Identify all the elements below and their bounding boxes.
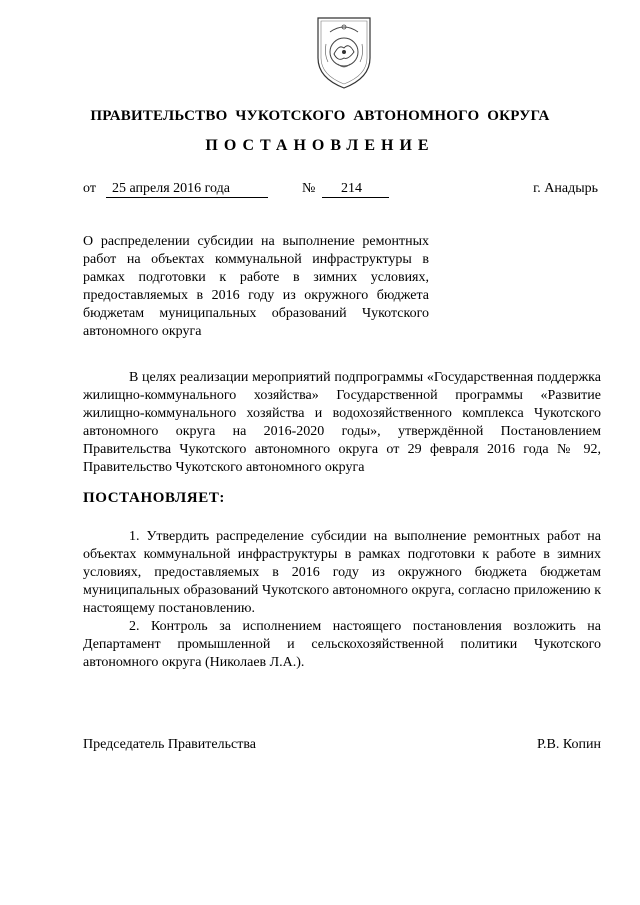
date-label: от xyxy=(83,181,96,196)
government-title: ПРАВИТЕЛЬСТВО ЧУКОТСКОГО АВТОНОМНОГО ОКРУГА xyxy=(90,108,550,124)
decree-word: ПОСТАНОВЛЯЕТ: xyxy=(83,490,226,506)
document-city: г. Анадырь xyxy=(533,181,598,196)
document-subject: О распределении субсидии на выполнение ремонтных работ на объектах коммунальной инфраструктуры в рамках подготовки к работе в зимних условиях, предоставляемых в 2016 году из окружного бюджета бюджетам муниципальных образований Чукотского автономного округа xyxy=(83,234,429,339)
signatory-name: Р.В. Копин xyxy=(537,737,601,752)
signatory-position: Председатель Правительства xyxy=(83,737,256,752)
decree-item: 1. Утвердить распределение субсидии на выполнение ремонтных работ на объектах коммунальной инфраструктуры в рамках подготовки к работе в зимних условиях, предоставляемых в 2016 году из окружного бюджета бюджетам муниципальных образований Чукотского автономного округа, согласно приложению к настоящему постановлению. xyxy=(83,529,601,616)
document-date: 25 апреля 2016 года xyxy=(106,181,268,198)
decree-item: 2. Контроль за исполнением настоящего постановления возложить на Департамент промышленной и сельскохозяйственной политики Чукотского автономного округа (Николаев Л.А.). xyxy=(83,619,601,670)
document-preamble: В целях реализации мероприятий подпрограммы «Государственная поддержка жилищно-коммунального хозяйства» Государственной программы «Развитие жилищно-коммунального хозяйства и водохозяйственного комплекса Чукотского автономного округа на 2016-2020 годы», утверждённой Постановлением Правительства Чукотского автономного округа от 29 февраля 2016 года № 92, Правительство Чукотского автономного округа xyxy=(83,370,601,475)
document-meta xyxy=(83,181,598,201)
signature-block xyxy=(83,737,601,757)
document-number: 214 xyxy=(322,181,389,198)
coat-of-arms-icon xyxy=(312,14,376,92)
decree-items xyxy=(83,528,601,672)
number-label: № xyxy=(302,181,316,196)
document-type-title: ПОСТАНОВЛЕНИЕ xyxy=(205,137,435,154)
